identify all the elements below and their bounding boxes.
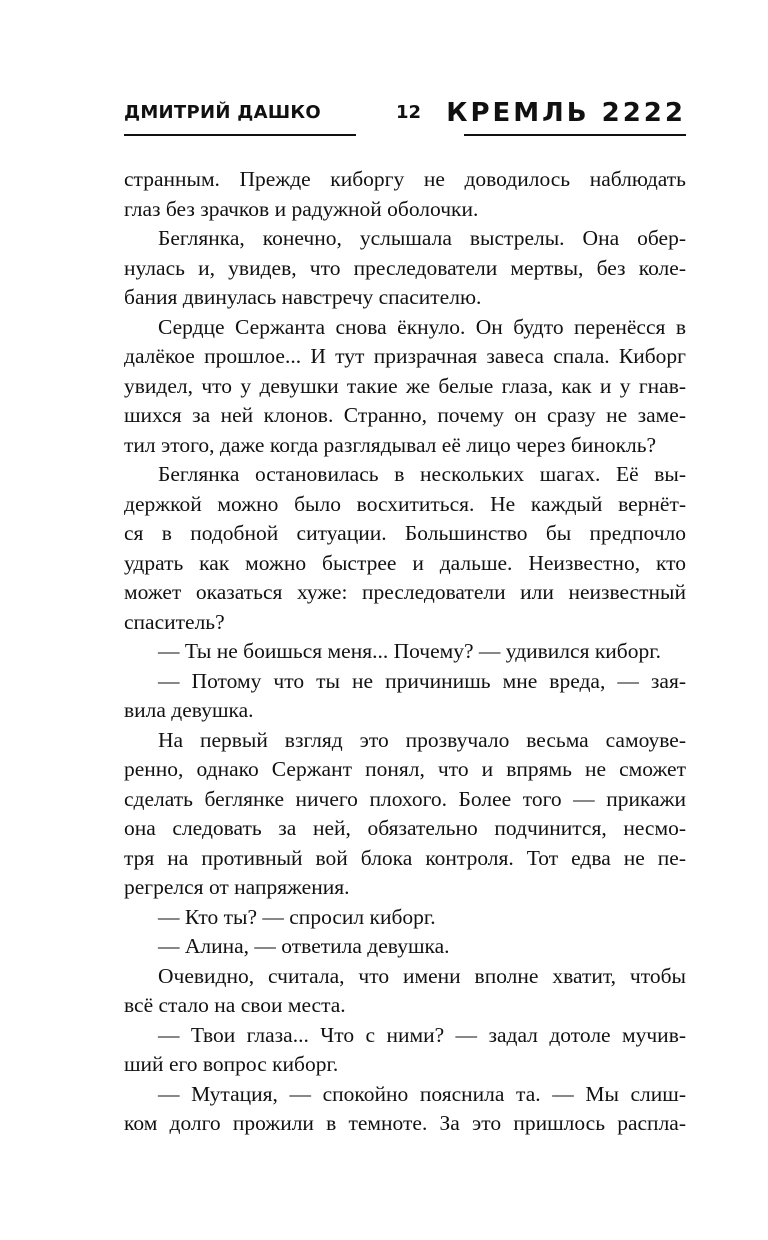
text-line: держкой можно было восхититься. Не каждый вернёт- [124,491,686,516]
series-title: КРЕМЛЬ 2222 [446,98,686,128]
text-line: — Ты не боишься меня... Почему? — удивился киборг. [158,639,662,663]
text-line: ком долго прожили в темноте. За это пришлось распла- [124,1111,686,1135]
text-line: спаситель? [124,609,225,634]
running-header [124,98,686,138]
text-line: Очевидно, считала, что имени вполне хватит, чтобы [158,963,686,988]
text-line: — Кто ты? — спросил киборг. [158,904,436,929]
text-line: она следовать за ней, обязательно подчинится, несмо- [124,816,686,840]
text-line: тря на противный вой блока контроля. Тот едва не пе- [124,845,686,870]
text-line: тил этого, даже когда разглядывал её лицо через бинокль? [124,432,657,457]
text-line: удрать как можно быстрее и дальше. Неизвестно, кто [124,550,686,575]
text-line: регрелся от напряжения. [124,875,350,899]
text-line: — Твои глаза... Что с ними? — задал дотоле мучив- [158,1022,686,1047]
text-line: глаз без зрачков и радужной оболочки. [124,196,479,221]
text-line: Сердце Сержанта снова ёкнуло. Он будто перенёсся в [158,314,686,339]
text-line: ся в подобной ситуации. Большинство бы предпочло [124,521,686,545]
text-line: бания двинулась навстречу спасителю. [124,285,482,309]
text-line: Беглянка, конечно, услышала выстрелы. Она обер- [158,226,686,250]
header-rule-right [464,134,686,136]
text-line: далёкое прошлое... И тут призрачная завеса спала. Киборг [124,344,686,368]
text-line: может оказаться хуже: преследователи или неизвестный [124,580,686,604]
text-line: нулась и, увидев, что преследователи мертвы, без коле- [124,255,686,280]
text-line: увидел, что у девушки такие же белые глаза, как и у гнав- [124,373,686,398]
text-line: На первый взгляд это прозвучало весьма самоуве- [158,727,686,752]
author-name: ДМИТРИЙ ДАШКО [124,102,321,123]
text-line: Беглянка остановилась в нескольких шагах. Её вы- [158,462,686,486]
body-text [124,165,686,1139]
page-number: 12 [396,102,422,123]
text-line: — Потому что ты не причинишь мне вреда, — зая- [158,668,686,693]
text-line: шихся за ней клонов. Странно, почему он сразу не заме- [124,403,686,427]
text-line: — Алина, — ответила девушка. [158,934,450,958]
text-line: — Мутация, — спокойно пояснила та. — Мы слиш- [158,1081,686,1106]
text-line: вила девушка. [124,698,254,722]
text-line: всё стало на свои места. [124,993,346,1017]
text-line: ший его вопрос киборг. [124,1052,339,1076]
text-line: сделать беглянке ничего плохого. Более того — прикажи [124,786,686,811]
text-line: ренно, однако Сержант понял, что и впрямь не сможет [124,757,686,781]
text-line: странным. Прежде киборгу не доводилось наблюдать [124,167,686,191]
header-rule-left [124,134,356,136]
